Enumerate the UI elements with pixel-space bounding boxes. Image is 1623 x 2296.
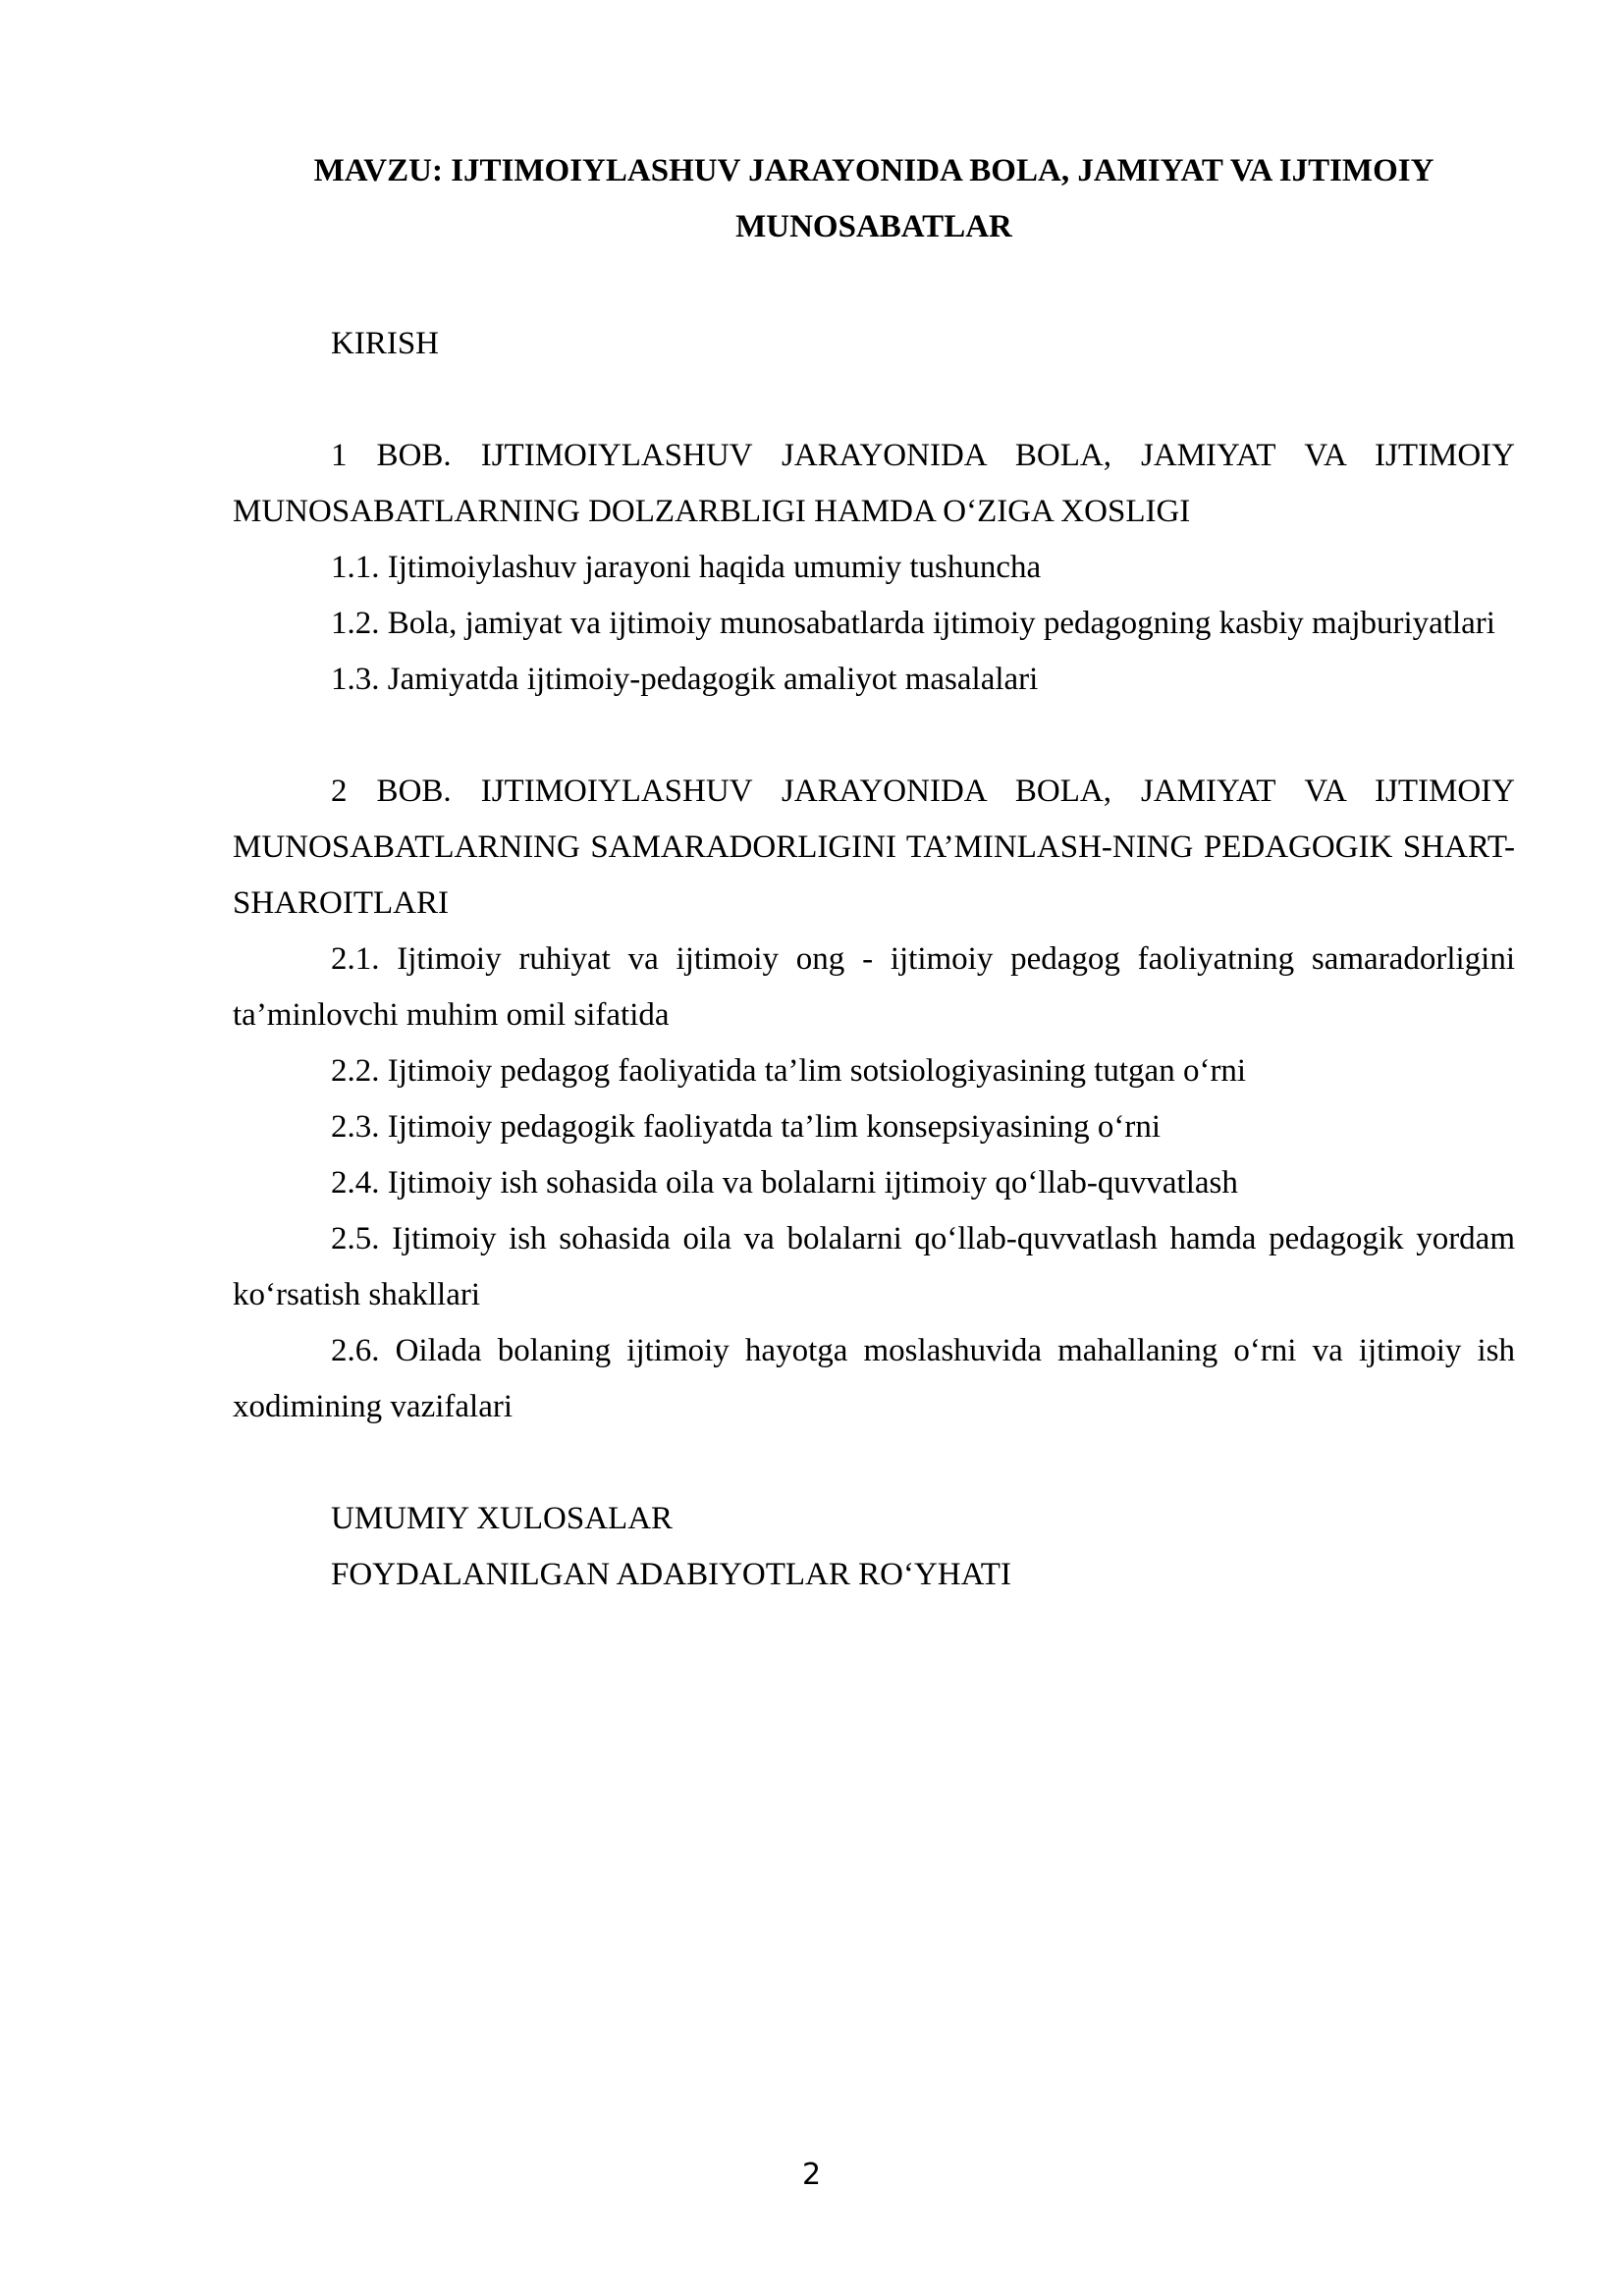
toc-intro: KIRISH	[331, 326, 440, 361]
section-2-2: 2.2. Ijtimoiy pedagog faoliyatida ta’lim sotsiologiyasining tutgan o‘rni	[331, 1053, 1247, 1089]
chapter-1-heading: 1 BOB. IJTIMOIYLASHUV JARAYONIDA BOLA, JAMIYAT VA IJTIMOIY MUNOSABATLARNING DOLZARBLIGI HAMDA O‘ZIGA XOSLIGI	[233, 438, 1515, 529]
section-2-4: 2.4. Ijtimoiy ish sohasida oila va bolalarni ijtimoiy qo‘llab-quvvatlash	[331, 1165, 1238, 1201]
toc-conclusions: UMUMIY XULOSALAR	[331, 1501, 674, 1536]
page-number: 2	[801, 2158, 822, 2192]
toc-references: FOYDALANILGAN ADABIYOTLAR RO‘YHATI	[331, 1557, 1011, 1592]
table-of-contents	[233, 316, 1515, 1603]
section-1-1: 1.1. Ijtimoiylashuv jarayoni haqida umumiy tushuncha	[331, 550, 1042, 585]
section-2-5: 2.5. Ijtimoiy ish sohasida oila va bolalarni qo‘llab-quvvatlash hamda pedagogik yordam ko‘rsatish shakllari	[233, 1221, 1515, 1312]
section-2-3: 2.3. Ijtimoiy pedagogik faoliyatda ta’lim konsepsiyasining o‘rni	[331, 1109, 1162, 1145]
section-2-6: 2.6. Oilada bolaning ijtimoiy hayotga moslashuvida mahallaning o‘rni va ijtimoiy ish xodimining vazifalari	[233, 1333, 1515, 1424]
document-title: MAVZU: IJTIMOIYLASHUV JARAYONIDA BOLA, JAMIYAT VA IJTIMOIY MUNOSABATLAR	[313, 153, 1434, 244]
section-1-3: 1.3. Jamiyatda ijtimoiy-pedagogik amaliyot masalalari	[331, 662, 1039, 697]
chapter-2-heading: 2 BOB. IJTIMOIYLASHUV JARAYONIDA BOLA, JAMIYAT VA IJTIMOIY MUNOSABATLARNING SAMARADORLIGINI TA’MINLASH-NING PEDAGOGIK SHART-SHAROITLARI	[233, 774, 1515, 921]
section-2-1: 2.1. Ijtimoiy ruhiyat va ijtimoiy ong - ijtimoiy pedagog faoliyatning samaradorligini ta’minlovchi muhim omil sifatida	[233, 941, 1515, 1033]
section-1-2: 1.2. Bola, jamiyat va ijtimoiy munosabatlarda ijtimoiy pedagogning kasbiy majburiyatlari	[331, 606, 1495, 641]
